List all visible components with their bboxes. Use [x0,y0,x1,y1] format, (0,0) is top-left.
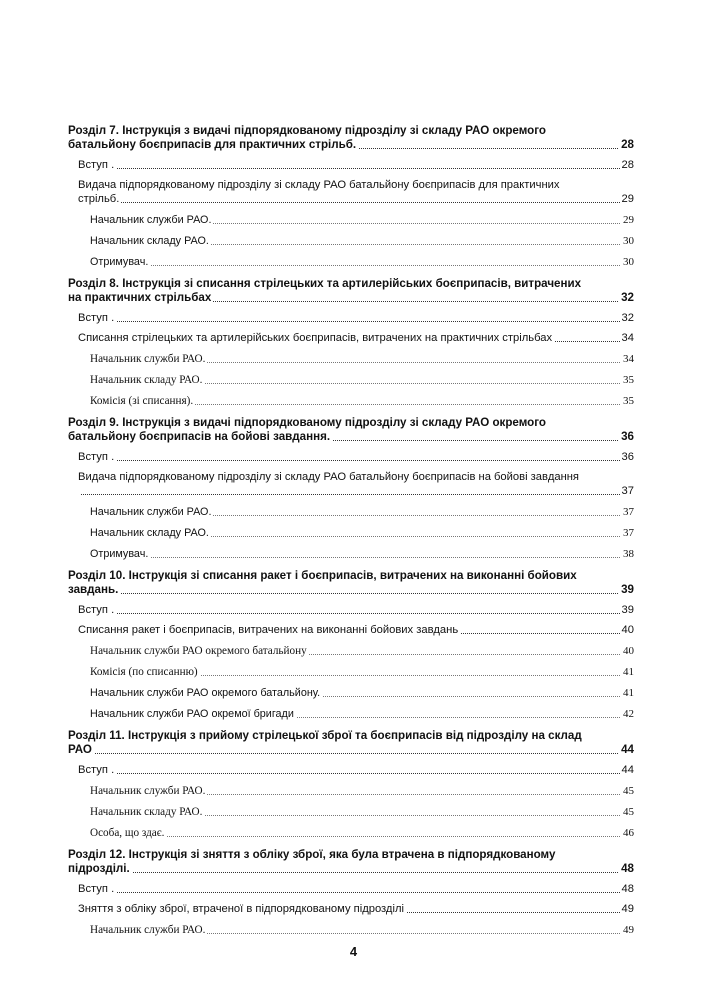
toc-entry-page: 44 [621,743,634,756]
toc-entry-page: 39 [621,583,634,596]
toc-entry[interactable] [78,331,634,345]
toc-entry-title: Вступ . [78,451,115,463]
toc-entry[interactable] [78,158,634,172]
toc-entry[interactable] [90,644,634,658]
toc-entry-page: 35 [623,374,634,386]
toc-entry[interactable] [90,686,634,700]
toc-entry-page: 44 [621,764,634,776]
toc-entry-title: Розділ 10. Інструкція зі списання ракет і боєприпасів, витрачених на виконанні бойових [68,569,577,582]
toc-entry-page: 32 [621,291,634,304]
toc-entry-title: Начальник складу РАО. [90,235,209,247]
toc-entry-title: Розділ 9. Інструкція з видачі підпорядкованому підрозділу зі складу РАО окремого [68,416,546,429]
toc-entry[interactable] [90,373,634,387]
toc-entry[interactable] [90,255,634,269]
toc-entry-title: Особа, що здає. [90,827,165,839]
toc-entry[interactable] [68,848,634,876]
toc-entry-page: 37 [621,485,634,497]
toc-entry-title: завдань. [68,583,119,596]
toc-entry-page: 48 [621,862,634,875]
toc-entry-title: підрозділі. [68,862,130,875]
toc-entry-title: Вступ . [78,312,115,324]
toc-entry-title: Комісія (по списанню) [90,666,198,678]
toc-entry[interactable] [68,124,634,152]
toc-entry[interactable] [90,665,634,679]
toc-entry[interactable] [90,923,634,937]
toc-entry-page: 35 [623,395,634,407]
toc-entry-title: Начальник служби РАО окремого батальйону [90,645,307,657]
toc-entry-title: Вступ . [78,604,115,616]
toc-entry-page: 32 [621,312,634,324]
toc-entry-page: 37 [623,506,634,518]
toc-entry-page: 28 [621,138,634,151]
toc-entry-page: 42 [623,708,634,720]
toc-entry[interactable] [90,352,634,366]
toc-entry-title: Начальник служби РАО. [90,353,206,365]
toc-entry-title: Списання стрілецьких та артилерійських боєприпасів, витрачених на практичних стрільбах [78,332,553,344]
toc-entry-title: Зняття з обліку зброї, втраченої в підпорядкованому підрозділі [78,903,404,915]
toc-entry[interactable] [78,311,634,325]
toc-entry-page: 37 [623,527,634,539]
toc-entry-page: 34 [623,353,634,365]
toc-entry-page: 40 [623,645,634,657]
toc-entry[interactable] [90,505,634,519]
toc-entry-title: Начальник служби РАО. [90,785,206,797]
toc-entry-title: батальйону боєприпасів на бойові завдання. [68,430,331,443]
toc-entry-title: Видача підпорядкованому підрозділу зі складу РАО батальйону боєприпасів для практичних [78,179,560,191]
toc-entry-page: 38 [623,548,634,560]
toc-entry-title: Комісія (зі списання). [90,395,194,407]
toc-entry-title: Отримувач. [90,256,149,268]
toc-entry[interactable] [68,416,634,444]
toc-entry[interactable] [68,729,634,757]
toc-entry-page: 48 [621,883,634,895]
toc-entry-title: на практичних стрільбах [68,291,212,304]
toc-entry[interactable] [90,826,634,840]
toc-entry[interactable] [90,784,634,798]
toc-entry[interactable] [68,569,634,597]
toc-entry-title: Вступ . [78,764,115,776]
toc-entry-title: Отримувач. [90,548,149,560]
toc-entry-page: 40 [621,624,634,636]
toc-entry-title: Начальник служби РАО окремого батальйону. [90,687,321,699]
toc-entry[interactable] [90,234,634,248]
toc-entry[interactable] [68,277,634,305]
toc-entry-title: Начальник складу РАО. [90,806,203,818]
toc-entry-page: 49 [623,924,634,936]
toc-entry-title: стрільб. [78,193,120,205]
toc-entry-page: 41 [623,666,634,678]
page-number: 4 [349,944,358,959]
toc-entry-title: Розділ 12. Інструкція зі зняття з обліку зброї, яка була втрачена в підпорядкованому [68,848,556,861]
toc-entry-title: Начальник служби РАО. [90,214,212,226]
toc-entry-page: 45 [623,806,634,818]
toc-entry[interactable] [78,450,634,464]
toc-entry-page: 29 [621,193,634,205]
toc-entry[interactable] [90,707,634,721]
toc-entry-page: 49 [621,903,634,915]
toc-entry-title: Списання ракет і боєприпасів, витрачених на виконанні бойових завдань [78,624,459,636]
toc-entry-title: Вступ . [78,883,115,895]
toc-entry-title: Видача підпорядкованому підрозділу зі складу РАО батальйону боєприпасів на бойові завдання [78,471,579,483]
toc-entry-page: 45 [623,785,634,797]
toc-entry-title: Начальник служби РАО окремої бригади [90,708,294,720]
toc-entry-title [78,485,80,497]
toc-entry-page: 30 [623,256,634,268]
toc-entry[interactable] [90,526,634,540]
toc-entry-page: 29 [623,214,634,226]
toc-entry[interactable] [90,213,634,227]
toc-entry-page: 36 [621,430,634,443]
toc-entry-page: 41 [623,687,634,699]
toc-entry-title: Розділ 11. Інструкція з прийому стрілецької зброї та боєприпасів від підрозділу на склад [68,729,582,742]
toc-entry-title: РАО [68,743,92,756]
toc-entry[interactable] [90,394,634,408]
toc-entry-title: батальйону боєприпасів для практичних стрільб. [68,138,357,151]
toc-entry-page: 30 [623,235,634,247]
toc-entry[interactable] [90,805,634,819]
table-of-contents [68,124,634,937]
toc-entry[interactable] [90,547,634,561]
toc-entry-page: 34 [621,332,634,344]
toc-entry[interactable] [78,763,634,777]
toc-entry[interactable] [78,603,634,617]
toc-entry-page: 39 [621,604,634,616]
toc-entry-title: Розділ 7. Інструкція з видачі підпорядкованому підрозділу зі складу РАО окремого [68,124,546,137]
toc-entry-title: Начальник складу РАО. [90,374,203,386]
toc-entry-page: 28 [621,159,634,171]
toc-entry-page: 36 [621,451,634,463]
toc-entry[interactable] [78,178,634,206]
toc-entry[interactable] [78,902,634,916]
toc-entry-title: Вступ . [78,159,115,171]
toc-entry-title: Начальник служби РАО. [90,924,206,936]
toc-entry-title: Начальник служби РАО. [90,506,212,518]
toc-entry[interactable] [78,470,634,498]
toc-entry-title: Розділ 8. Інструкція зі списання стрілецьких та артилерійських боєприпасів, витрачених [68,277,582,290]
toc-entry-title: Начальник складу РАО. [90,527,209,539]
toc-entry[interactable] [78,882,634,896]
toc-entry[interactable] [78,623,634,637]
toc-entry-page: 46 [623,827,634,839]
